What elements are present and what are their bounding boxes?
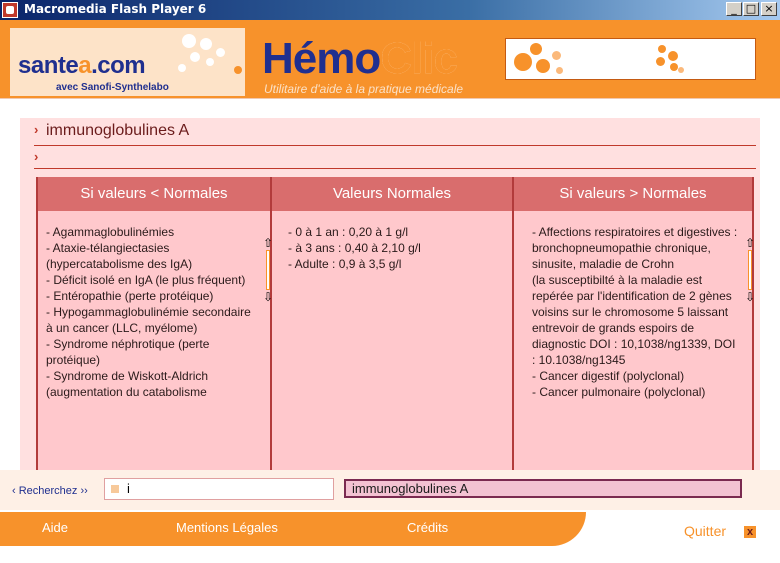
sub-entry-marker: ›: [34, 149, 39, 164]
col-header-high: Si valeurs > Normales: [514, 177, 752, 211]
scroll-up-arrow-icon[interactable]: ⇧: [744, 236, 756, 250]
col-separator: [512, 177, 514, 477]
entry-marker: ›: [34, 122, 39, 137]
brand-subtitle: avec Sanofi-Synthelabo: [56, 82, 169, 93]
window-titlebar: [0, 0, 780, 20]
search-input[interactable]: [104, 478, 334, 500]
col-separator: [270, 177, 272, 477]
scrollbar-low[interactable]: [261, 236, 275, 304]
scroll-track[interactable]: [748, 250, 752, 290]
col-text-high: - Affections respiratoires et digestives : bronchopneumopathie chronique, sinusite, maladie de Crohn (la susceptibilté à la maladie est repérée par l'identification de 2 gènes voisins sur le chromosome 5 laissant entrevoir de grands espoirs de diagnostic DOI : 10,1038/ng1339, DOI : 10.1038/ng1345 - Cancer digestif (polyclonal) - Cancer pulmonaire (polyclonal): [532, 225, 738, 399]
entry-title: immunoglobulines A: [46, 122, 190, 139]
divider: [34, 168, 756, 169]
col-header-low: Si valeurs < Normales: [38, 177, 270, 211]
maximize-button[interactable]: □: [743, 2, 759, 16]
footer-nav-bar: [0, 512, 586, 546]
minimize-button[interactable]: _: [726, 2, 742, 16]
product-logo: HémoClic: [262, 34, 457, 83]
scroll-track[interactable]: [266, 250, 270, 290]
input-bullet-icon: [111, 485, 119, 493]
scrollbar-high[interactable]: [743, 236, 757, 304]
col-header-normal: Valeurs Normales: [272, 177, 512, 211]
scroll-down-arrow-icon[interactable]: ⇩: [262, 290, 274, 304]
product-tagline: Utilitaire d'aide à la pratique médicale: [264, 82, 464, 96]
search-input-value: i: [127, 481, 130, 496]
quit-button[interactable]: Quitter: [684, 523, 727, 539]
search-result-field[interactable]: immunoglobulines A: [344, 479, 742, 498]
flash-app-icon: [2, 2, 18, 18]
nav-aide[interactable]: Aide: [42, 520, 69, 535]
scroll-down-arrow-icon[interactable]: ⇩: [744, 290, 756, 304]
divider: [34, 145, 756, 146]
brand-santea: santea.com: [18, 52, 146, 79]
search-label: ‹ Recherchez ››: [12, 485, 88, 497]
close-x-icon[interactable]: x: [744, 526, 756, 538]
nav-mentions-legales[interactable]: Mentions Légales: [176, 520, 278, 535]
ad-banner[interactable]: [505, 38, 756, 80]
scroll-up-arrow-icon[interactable]: ⇧: [262, 236, 274, 250]
col-text-normal: - 0 à 1 an : 0,20 à 1 g/l - à 3 ans : 0,40 à 2,10 g/l - Adulte : 0,9 à 3,5 g/l: [288, 225, 421, 271]
nav-credits[interactable]: Crédits: [407, 520, 449, 535]
col-text-low: - Agammaglobulinémies - Ataxie-télangiectasies (hypercatabolisme des IgA) - Déficit isolé en IgA (le plus fréquent) - Entéropathie (perte protéique) - Hypogammaglobulinémie secondaire à un cancer (LLC, myélome) - Syndrome néphrotique (perte protéique) - Syndrome de Wiskott-Aldrich (augmentation du catabolisme: [46, 225, 251, 399]
close-button[interactable]: ×: [761, 2, 777, 16]
window-title: Macromedia Flash Player 6: [24, 2, 207, 16]
